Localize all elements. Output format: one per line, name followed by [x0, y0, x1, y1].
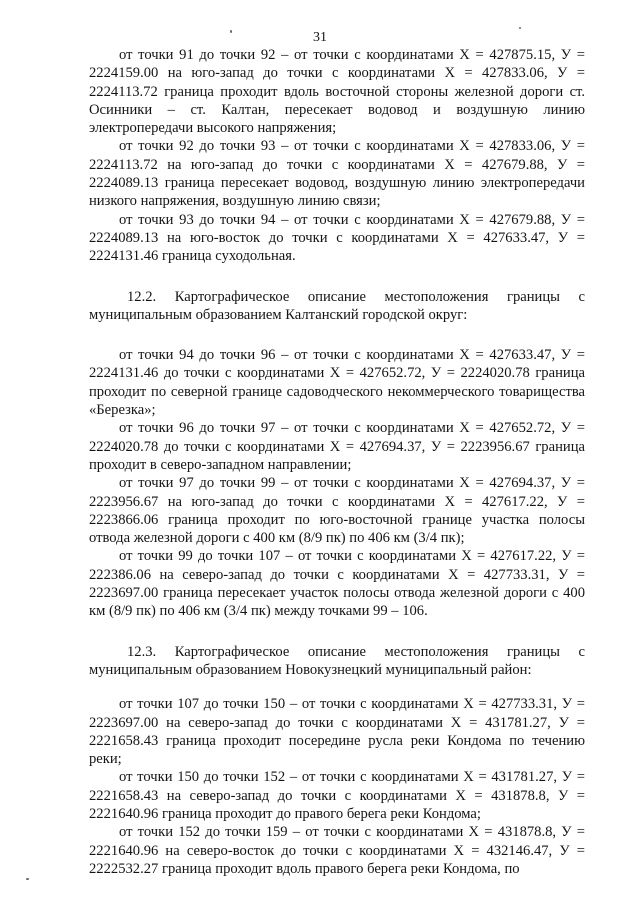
paragraph-segment-97-99: от точки 97 до точки 99 – от точки с координатами X = 427694.37, У = 2223956.67 на юго-запад до точки с координатами X = 427617.22, У = 2223866.06 граница проходит по юго-восточной границе участка полосы отвода железной дороги с 400 км (8/9 пк) по 406 км (3/4 пк);: [89, 475, 585, 547]
scan-speck: [26, 878, 29, 880]
paragraph-segment-152-159: от точки 152 до точки 159 – от точки с координатами X = 431878.8, У = 2221640.96 на северо-восток до точки с координатами X = 432146.47, У = 2222532.27 граница проходит вдоль правого берега реки Кондома, по: [89, 824, 585, 877]
section-heading-12-3: 12.3. Картографическое описание местоположения границы с муниципальным образованием Новокузнецкий муниципальный район:: [89, 643, 585, 678]
paragraph-segment-92-93: от точки 92 до точки 93 – от точки с координатами X = 427833.06, У = 2224113.72 на юго-запад до точки с координатами X = 427679.88, У = 2224089.13 граница пересекает водовод, воздушную линию электропередачи низкого напряжения, воздушную линию связи;: [89, 138, 585, 210]
page-number: 31: [313, 30, 327, 45]
paragraph-segment-99-107: от точки 99 до точки 107 – от точки с координатами X = 427617.22, У = 222386.06 на северо-запад до точки с координатами X = 427733.31, У = 2223697.00 граница пересекает участок полосы отвода железной дороги с 400 км (8/9 пк) по 406 км (3/4 пк) между точками 99 – 106.: [89, 548, 585, 620]
section-heading-12-2: 12.2. Картографическое описание местоположения границы с муниципальным образованием Калтанский городской округ:: [89, 288, 585, 323]
paragraph-segment-91-92: от точки 91 до точки 92 – от точки с координатами X = 427875.15, У = 2224159.00 на юго-запад до точки с координатами X = 427833.06, У = 2224113.72 граница проходит вдоль восточной стороны железной дороги ст. Осинники – ст. Калтан, пересекает водовод и воздушную линию электропередачи высокого напряжения;: [89, 47, 585, 137]
scan-speck: [519, 27, 521, 29]
paragraph-segment-93-94: от точки 93 до точки 94 – от точки с координатами X = 427679.88, У = 2224089.13 на юго-восток до точки с координатами X = 427633.47, У = 2224131.46 граница суходольная.: [89, 211, 585, 265]
scan-speck: [230, 30, 232, 33]
paragraph-segment-94-96: от точки 94 до точки 96 – от точки с координатами X = 427633.47, У = 2224131.46 до точки с координатами X = 427652.72, У = 2224020.78 граница проходит по северной границе садоводческого некоммерческого товарищества «Березка»;: [89, 347, 585, 419]
document-body: [89, 46, 585, 878]
paragraph-segment-107-150: от точки 107 до точки 150 – от точки с координатами X = 427733.31, У = 2223697.00 на северо-запад до точки с координатами X = 431781.27, У = 2221658.43 граница проходит посередине русла реки Кондома по течению реки;: [89, 696, 585, 768]
paragraph-segment-150-152: от точки 150 до точки 152 – от точки с координатами X = 431781.27, У = 2221658.43 на северо-запад до точки с координатами X = 431878.8, У = 2221640.96 граница проходит до правого берега реки Кондома;: [89, 769, 585, 822]
paragraph-segment-96-97: от точки 96 до точки 97 – от точки с координатами X = 427652.72, У = 2224020.78 до точки с координатами X = 427694.37, У = 2223956.67 граница проходит в северо-западном направлении;: [89, 420, 585, 473]
